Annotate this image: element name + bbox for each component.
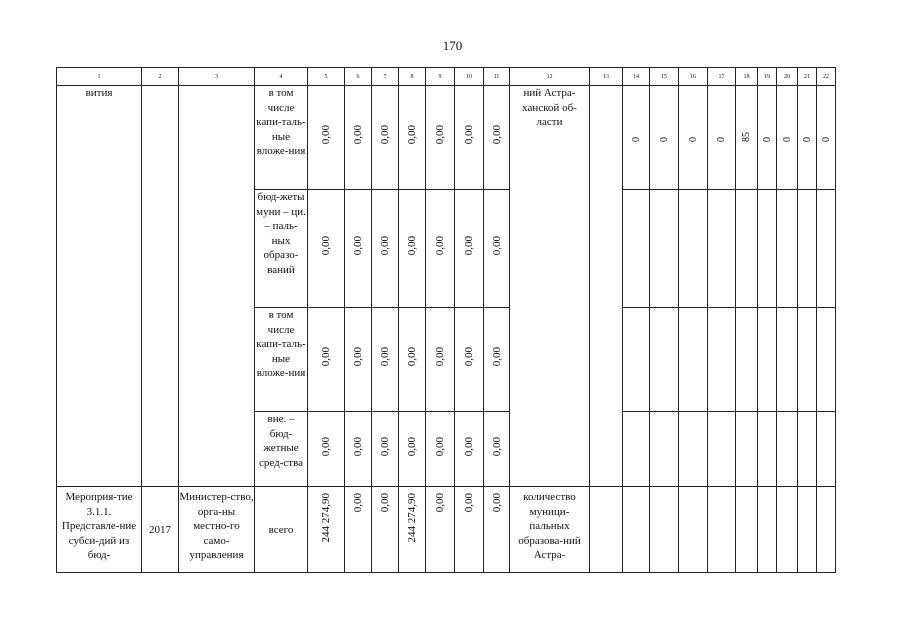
header-col-3: 3	[179, 68, 255, 86]
header-col-1: 1	[57, 68, 142, 86]
header-col-7: 7	[372, 68, 399, 86]
empty-cell	[679, 308, 708, 412]
value-cell: 244 274,90	[308, 487, 345, 573]
value-cell: 0,00	[484, 86, 510, 190]
header-col-2: 2	[142, 68, 179, 86]
table-header-row	[57, 68, 836, 86]
empty-cell	[736, 308, 758, 412]
value-cell: 0,00	[426, 412, 455, 487]
empty-cell	[623, 412, 650, 487]
header-col-15: 15	[650, 68, 679, 86]
indicator-name: количество муници-пальных образова-ний Астра-	[510, 487, 590, 573]
indicator-value: 85	[736, 86, 758, 190]
table-row	[57, 487, 836, 573]
empty-cell	[736, 190, 758, 308]
funding-source-label: в том числе капи-таль-ные вложе-ния	[255, 86, 308, 190]
year-cell: 2017	[142, 487, 179, 573]
indicator-name-continued: ний Астра-ханской об-ласти	[510, 86, 590, 487]
value-cell: 0,00	[455, 86, 484, 190]
value-cell: 0,00	[372, 487, 399, 573]
empty-cell	[777, 412, 798, 487]
value-cell: 0,00	[426, 487, 455, 573]
responsible-cell-empty	[179, 86, 255, 487]
indicator-value: 0	[758, 86, 777, 190]
event-name-continued: вития	[57, 86, 142, 487]
header-col-19: 19	[758, 68, 777, 86]
empty-cell	[679, 487, 708, 573]
empty-cell	[623, 190, 650, 308]
empty-cell	[758, 412, 777, 487]
responsible-executor: Министер-ство, орга-ны местно-го само-управления	[179, 487, 255, 573]
empty-cell	[758, 190, 777, 308]
header-col-18: 18	[736, 68, 758, 86]
header-col-9: 9	[426, 68, 455, 86]
value-cell: 0,00	[345, 308, 372, 412]
indicator-value: 0	[777, 86, 798, 190]
empty-cell	[623, 487, 650, 573]
empty-cell	[679, 412, 708, 487]
empty-cell	[777, 190, 798, 308]
header-col-8: 8	[399, 68, 426, 86]
empty-cell	[708, 487, 736, 573]
empty-cell	[817, 487, 836, 573]
indicator-value: 0	[650, 86, 679, 190]
empty-cell	[736, 412, 758, 487]
value-cell: 0,00	[308, 86, 345, 190]
value-cell: 0,00	[426, 308, 455, 412]
value-cell: 0,00	[308, 190, 345, 308]
value-cell: 0,00	[455, 412, 484, 487]
value-cell: 0,00	[345, 86, 372, 190]
value-cell: 0,00	[308, 308, 345, 412]
value-cell: 0,00	[484, 412, 510, 487]
header-col-14: 14	[623, 68, 650, 86]
value-cell: 0,00	[455, 190, 484, 308]
header-col-21: 21	[798, 68, 817, 86]
empty-cell	[590, 487, 623, 573]
table-row	[57, 86, 836, 190]
empty-cell	[679, 190, 708, 308]
indicator-value: 0	[708, 86, 736, 190]
value-cell: 0,00	[455, 487, 484, 573]
empty-cell	[798, 487, 817, 573]
value-cell: 0,00	[345, 412, 372, 487]
value-cell: 0,00	[308, 412, 345, 487]
document-table	[56, 67, 836, 573]
header-col-10: 10	[455, 68, 484, 86]
empty-cell	[650, 308, 679, 412]
funding-source-label: вне. – бюд-жетные сред-ства	[255, 412, 308, 487]
value-cell: 0,00	[372, 412, 399, 487]
empty-cell	[798, 412, 817, 487]
empty-cell	[650, 412, 679, 487]
value-cell: 0,00	[484, 487, 510, 573]
value-cell: 0,00	[455, 308, 484, 412]
empty-cell	[798, 308, 817, 412]
event-name: Мероприя-тие 3.1.1. Представле-ние субси-дий из бюд-	[57, 487, 142, 573]
funding-total-label: всего	[255, 487, 308, 573]
empty-cell	[758, 308, 777, 412]
indicator-value: 0	[679, 86, 708, 190]
indicator-value: 0	[623, 86, 650, 190]
value-cell: 0,00	[372, 190, 399, 308]
empty-cell	[758, 487, 777, 573]
header-col-13: 13	[590, 68, 623, 86]
value-cell: 0,00	[345, 190, 372, 308]
header-col-20: 20	[777, 68, 798, 86]
empty-cell	[798, 190, 817, 308]
header-col-22: 22	[817, 68, 836, 86]
value-cell: 0,00	[399, 190, 426, 308]
indicator-value: 0	[798, 86, 817, 190]
empty-cell	[623, 308, 650, 412]
value-cell: 0,00	[399, 308, 426, 412]
empty-cell	[708, 412, 736, 487]
value-cell: 0,00	[484, 308, 510, 412]
header-col-17: 17	[708, 68, 736, 86]
indicator-value: 0	[817, 86, 836, 190]
empty-cell	[708, 308, 736, 412]
empty-cell	[777, 487, 798, 573]
header-col-4: 4	[255, 68, 308, 86]
empty-cell	[650, 190, 679, 308]
unit-cell-empty	[590, 86, 623, 487]
empty-cell	[817, 308, 836, 412]
empty-cell	[817, 190, 836, 308]
page-number: 170	[442, 38, 463, 53]
empty-cell	[736, 487, 758, 573]
empty-cell	[650, 487, 679, 573]
value-cell: 0,00	[372, 308, 399, 412]
value-cell: 0,00	[399, 86, 426, 190]
value-cell: 244 274,90	[399, 487, 426, 573]
empty-cell	[708, 190, 736, 308]
funding-source-label: бюд-жеты муни – ци. – паль-ных образо-ваний	[255, 190, 308, 308]
header-col-12: 12	[510, 68, 590, 86]
value-cell: 0,00	[484, 190, 510, 308]
empty-cell	[777, 308, 798, 412]
header-col-6: 6	[345, 68, 372, 86]
funding-source-label: в том числе капи-таль-ные вложе-ния	[255, 308, 308, 412]
header-col-5: 5	[308, 68, 345, 86]
year-cell-empty	[142, 86, 179, 487]
value-cell: 0,00	[345, 487, 372, 573]
value-cell: 0,00	[399, 412, 426, 487]
value-cell: 0,00	[372, 86, 399, 190]
value-cell: 0,00	[426, 190, 455, 308]
header-col-16: 16	[679, 68, 708, 86]
empty-cell	[817, 412, 836, 487]
header-col-11: 11	[484, 68, 510, 86]
value-cell: 0,00	[426, 86, 455, 190]
